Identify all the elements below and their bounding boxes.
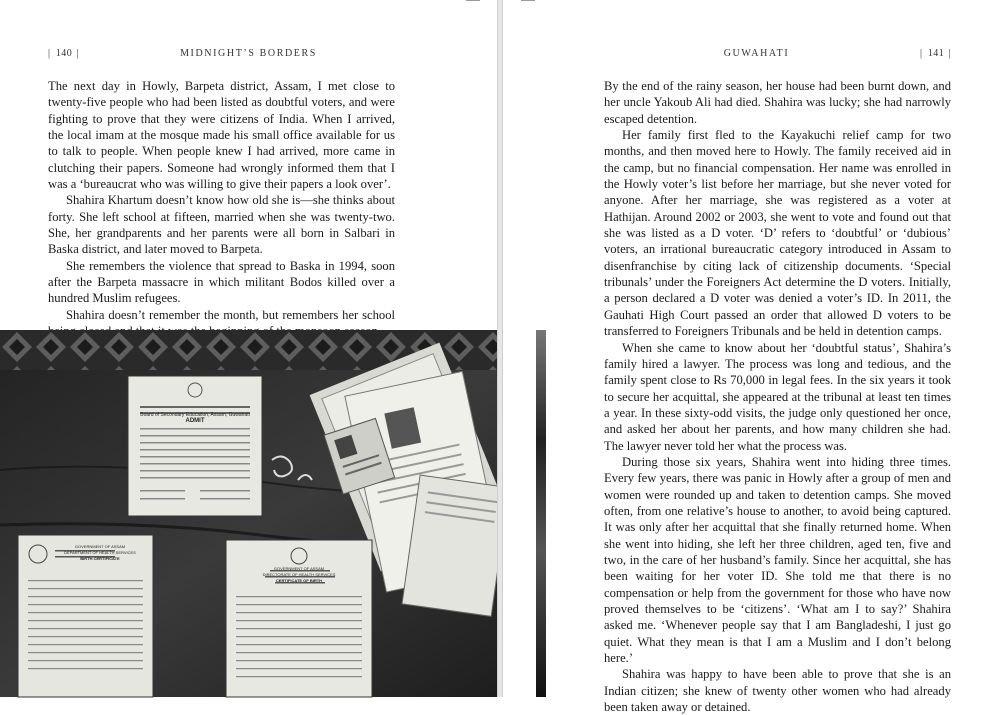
page-number: 140 bbox=[55, 48, 73, 59]
birth-certificate-left-label: GOVERNMENT OF ASSAM DEPARTMENT OF HEALTH SERVICES BIRTH CERTIFICATE bbox=[64, 544, 136, 561]
right-page bbox=[503, 0, 1000, 715]
running-title: MIDNIGHT’S BORDERS bbox=[180, 48, 317, 59]
right-body-text bbox=[604, 78, 951, 715]
paragraph: She remembers the violence that spread to Baska in 1994, soon after the Barpeta massacre in which militant Bodos killed over a hundred Muslim refugees. bbox=[48, 258, 395, 306]
paragraph: Shahira was happy to have been able to prove that she is an Indian citizen; she knew of twenty other women who had already been taken away or detained. bbox=[604, 667, 951, 715]
paragraph: During those six years, Shahira went into hiding three times. Every few years, there was panic in Howly after a group of men and women were rounded up and taken to detention camps. She moved often, from one relative’s house to another, to avoid being captured. It was only after her acquittal that she finally returned home. When she went into hiding, she left her three children, aged ten, five and two, in the care of her husband’s family. Since her acquittal, she has been waiting for her voter ID. She told me that there is no compensation or help from the government for those who have now proved themselves to be ‘citizens’. ‘What am I to say?’ Shahira asked me. ‘Whenever people say that I am Bangladeshi, I just go quiet. What they mean is that I am a Muslim and I don’t belong here.’ bbox=[604, 454, 951, 666]
documents-photograph bbox=[0, 330, 497, 697]
photo-image bbox=[0, 330, 497, 697]
paragraph: Shahira Khartum doesn’t know how old she is—she thinks about forty. She left school at fifteen, married when she was twenty-two. She, her grandparents and her parents were all born in Salbari in Baska district, and later moved to Barpeta. bbox=[48, 193, 395, 257]
photo-bleed bbox=[536, 330, 546, 697]
crop-mark bbox=[521, 0, 535, 1]
running-title: GUWAHATI bbox=[723, 48, 790, 59]
left-page bbox=[0, 0, 497, 697]
left-body-text bbox=[48, 78, 395, 340]
paragraph: By the end of the rainy season, her house had been burnt down, and her uncle Yakoub Ali had died. Shahira was lucky; she had narrowly escaped detention. bbox=[604, 79, 951, 126]
paragraph: Shahira doesn’t remember the month, but remembers her school bbox=[66, 307, 395, 322]
left-page-header: | 140 | bbox=[48, 48, 80, 59]
right-page-header: | 141 | bbox=[920, 48, 952, 59]
crop-mark bbox=[466, 0, 480, 1]
birth-certificate-right-label: GOVERNMENT OF ASSAM DIRECTORATE OF HEALTH SERVICES CERTIFICATE OF BIRTH bbox=[262, 566, 336, 583]
paragraph: Her family first fled to the Kayakuchi relief camp for two months, and then moved here to Howly. The family received aid in the camp, but no financial compensation. Her name was enrolled in the Howly voter’s list before her marriage, but she never voted for anyone. After her marriage, she was registered as a voter at Hathijan. Around 2002 or 2003, she went to vote and found out that she was listed as a D voter. ‘D’ refers to ‘doubtful’ or ‘dubious’ voters, an irrational bureaucratic category introduced in Assam to disenfranchise by citing lack of citizenship documents. ‘Special tribunals’ under the Foreigners Act determine the D voters. Initially, a person declared a D voter was denied a voter’s ID. In 2011, the Gauhati High Court passed an order that allowed D voters to be transferred to Foreigners Tribunals and be held in detention camps. bbox=[604, 128, 951, 339]
paragraph: The next day in Howly, Barpeta district, Assam, I met close to twenty-five people who had been listed as doubtful voters, and were fighting to prove that they were citizens of India. When I arrived, the local imam at the mosque made his small office available for us to talk to people. When people knew I had arrived, more came in clutching their papers. Someone had wrongly informed them that I was a ‘bureaucrat who was willing to give their papers a look over’. bbox=[48, 79, 395, 192]
paragraph: When she came to know about her ‘doubtful status’, Shahira’s family hired a lawyer. The process was long and tedious, and the family spent close to Rs 70,000 in legal fees. In the six years it took to secure her acquittal, she appeared at the tribunal at least ten times a year. In these sixty-odd visits, the judge only questioned her once, and asked her about her parents, and how many children she had. The lawyer never told her what the process was. bbox=[604, 340, 951, 453]
page-number: 141 bbox=[927, 48, 945, 59]
admit-card-label: Board of Secondary Education, Assam, Guwahati ADMIT bbox=[140, 412, 250, 424]
